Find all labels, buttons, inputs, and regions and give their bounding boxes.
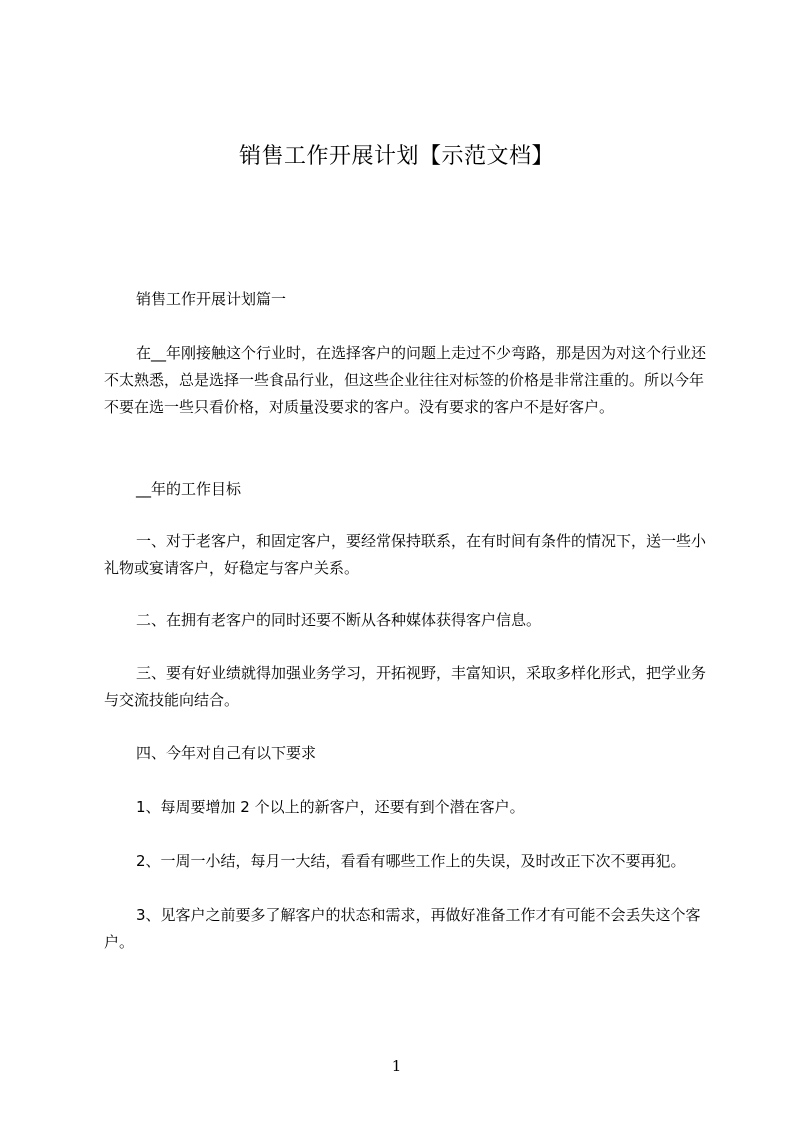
page-number: 1 [391,1057,402,1075]
paragraph-goal-2: 二、在拥有老客户的同时还要不断从各种媒体获得客户信息。 [136,611,542,629]
paragraph-goal-4: 四、今年对自己有以下要求 [136,744,317,762]
paragraph-goal-1: 一、对于老客户，和固定客户，要经常保持联系，在有时间有条件的情况下，送一些小礼物或宴请客户，好稳定与客户关系。 [104,532,707,577]
section-heading: 销售工作开展计划篇一 [136,290,287,308]
document-title: 销售工作开展计划【示范文档】 [238,144,554,169]
paragraph-goals-heading: __年的工作目标 [136,480,242,498]
paragraph-intro: 在__年刚接触这个行业时，在选择客户的问题上走过不少弯路，那是因为对这个行业还不太熟悉，总是选择一些食品行业，但这些企业往往对标签的价格是非常注重的。所以今年不要在选一些只看价格，对质量没要求的客户。没有要求的客户不是好客户。 [104,344,707,416]
paragraph-requirement-3: 3、见客户之前要多了解客户的状态和需求，再做好准备工作才有可能不会丢失这个客户。 [104,906,701,951]
paragraph-goal-3: 三、要有好业绩就得加强业务学习，开拓视野，丰富知识，采取多样化形式，把学业务与交流技能向结合。 [104,664,707,709]
paragraph-requirement-2: 2、一周一小结，每月一大结，看看有哪些工作上的失误，及时改正下次不要再犯。 [136,852,686,870]
paragraph-requirement-1: 1、每周要增加 2 个以上的新客户，还要有到个潜在客户。 [136,798,525,816]
